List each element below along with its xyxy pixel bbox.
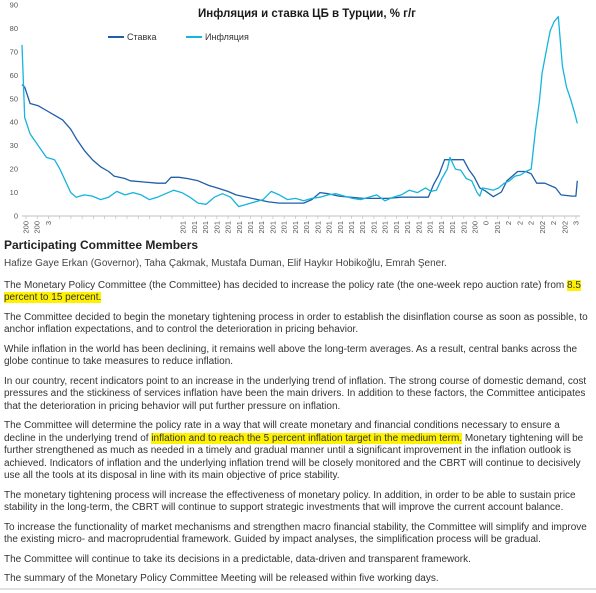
x-tick-label: 201 [347,221,357,234]
y-tick-label: 80 [9,23,18,33]
paragraph-decision [4,280,590,305]
legend-label: Ставка [127,32,157,42]
x-tick-label: 201 [313,221,323,234]
committee-members: Hafize Gaye Erkan (Governor), Taha Çakmak, Mustafa Duman, Elif Haykır Hobikoğlu, Emrah Şener. [4,258,447,269]
y-tick-label: 0 [13,211,18,221]
x-tick-label: 2 [549,221,559,226]
chart-canvas [0,0,596,236]
y-tick-label: 40 [9,117,18,127]
x-tick-label: 201 [358,221,368,234]
x-tick-label: 3 [43,221,53,226]
x-tick-label: 2 [515,221,525,226]
x-tick-label: 0 [481,221,491,226]
x-tick-label: 201 [391,221,401,234]
x-tick-label: 201 [448,221,458,234]
x-tick-label: 201 [403,221,413,234]
x-tick-label: 201 [302,221,312,234]
x-tick-label: 202 [560,221,570,234]
x-tick-label: 201 [245,221,255,234]
paragraph-predictable: The Committee will continue to take its decisions in a predictable, data-driven and transparent framework. [4,553,471,565]
x-tick-label: 201 [178,221,188,234]
paragraph-policy [4,420,590,483]
y-tick-label: 30 [9,141,18,151]
policy-text-b: Monetary tightening will be further strengthened as much as needed in a timely and gradual manner until a significant improvement in the inflation outlook is achieved. Indicators of inflation and the underlying inflation trend will be closely monitored and the CBRT will continue to decisively use all the tools at its disposal in line with its main objective of price stability. [4,432,584,481]
paragraph-effectiveness: The monetary tightening process will increase the effectiveness of monetary policy. In addition, in order to be able to sustain price stability in the long-term, the CBRT will continue to support strategic investments that will improve the current account balance. [4,489,576,513]
x-tick-label: 201 [223,221,233,234]
chart [0,0,596,236]
x-tick-label: 200 [32,221,42,234]
x-tick-label: 201 [268,221,278,234]
series-line-rate [22,85,577,203]
x-tick-label: 201 [492,221,502,234]
x-tick-label: 201 [459,221,469,234]
x-tick-label: 201 [425,221,435,234]
x-tick-label: 201 [201,221,211,234]
y-tick-label: 20 [9,164,18,174]
x-tick-label: 201 [189,221,199,234]
x-tick-label: 201 [414,221,424,234]
x-tick-label: 3 [571,221,581,226]
article [4,238,590,593]
highlight-rate: 8.5 percent to 15 percent. [4,279,581,303]
series-line-inflation [22,17,577,207]
x-tick-label: 2 [504,221,514,226]
x-tick-label: 201 [212,221,222,234]
x-tick-label: 200 [21,221,31,234]
x-tick-label: 201 [257,221,267,234]
highlight-target: inflation and to reach the 5 percent inflation target in the medium term. [151,432,463,444]
y-tick-label: 70 [9,47,18,57]
chart-legend [108,32,249,42]
legend-label: Инфляция [205,32,249,42]
x-tick-label: 201 [290,221,300,234]
paragraph-framework: To increase the functionality of market mechanisms and strengthen macro financial stability, the Committee will simplify and improve the existing micro- and macroprudential framework. Guided by impact analyses, the simplification process will be gradual. [4,521,587,545]
y-tick-label: 10 [9,188,18,198]
y-tick-label: 90 [9,0,18,10]
x-tick-label: 201 [279,221,289,234]
paragraph-summary: The summary of the Monetary Policy Committee Meeting will be released within five working days. [4,573,439,584]
policy-text-a: The Committee will determine the policy rate in a way that will create monetary and financial conditions necessary to ensure a decline in the underlying trend of [4,420,560,444]
chart-title: Инфляция и ставка ЦБ в Турции, % г/г [198,8,416,20]
x-tick-label: 201 [324,221,334,234]
section-heading: Participating Committee Members [4,238,199,252]
x-tick-label: 201 [436,221,446,234]
x-tick-label: 202 [537,221,547,234]
y-tick-label: 60 [9,70,18,80]
x-tick-label: 200 [470,221,480,234]
decision-text: The Monetary Policy Committee (the Committee) has decided to increase the policy rate (the one-week repo auction rate) from [4,279,565,291]
y-tick-label: 50 [9,94,18,104]
x-tick-label: 201 [369,221,379,234]
paragraph-tightening: The Committee decided to begin the monetary tightening process in order to establish the disinflation course as soon as possible, to anchor inflation expectations, and to control the deterioration in pricing behavior. [4,311,588,335]
x-tick-label: 201 [380,221,390,234]
x-tick-label: 201 [234,221,244,234]
x-tick-label: 2 [526,221,536,226]
paragraph-global: While inflation in the world has been declining, it remains well above the long-term averages. As a result, central banks across the globe continue to take measures to reduce inflation. [4,343,578,367]
chart-series [22,17,577,207]
x-tick-label: 201 [335,221,345,234]
paragraph-domestic: In our country, recent indicators point to an increase in the underlying trend of inflation. The strong course of domestic demand, cost pressures and the stickiness of services inflation have been the main drivers. In addition to these factors, the Committee anticipates that the deterioration in pricing behavior will put further pressure on inflation. [4,375,587,412]
